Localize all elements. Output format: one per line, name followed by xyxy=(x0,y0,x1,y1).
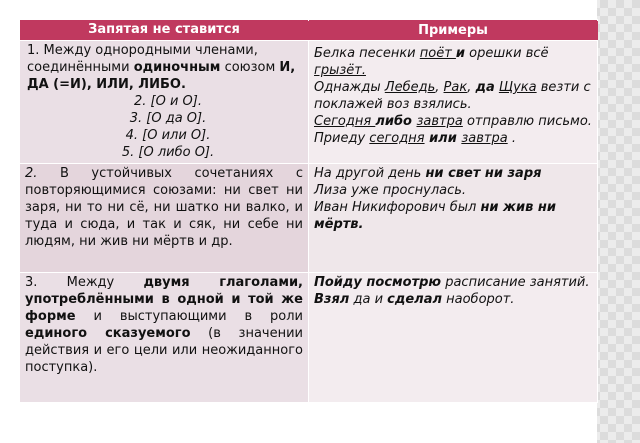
rule-1-subitem: 4. [О или О]. xyxy=(125,128,211,143)
rule-2-cell xyxy=(20,164,309,273)
rule-3-number: 3. xyxy=(25,275,38,290)
table-row xyxy=(20,41,598,164)
example-3-text: Пойду посмотрю расписание занятий. Взял да и сделал наоборот. xyxy=(314,275,590,307)
rule-1-text-b: союзом xyxy=(220,60,280,75)
rule-1-number: 1. xyxy=(27,43,40,58)
rule-1-bold-b: И, ДА (=И), ИЛИ, ЛИБО. xyxy=(27,60,296,92)
rule-1-subitem: 5. [О либо О]. xyxy=(121,145,215,160)
rule-1-bold-a: одиночным xyxy=(133,60,221,75)
table-row xyxy=(20,164,598,273)
example-2-text: На другой день ни свет ни заря Лиза уже проснулась. Иван Никифорович был ни жив ни мёртв. xyxy=(314,166,556,232)
header-examples: Примеры xyxy=(308,21,598,40)
examples-1-cell xyxy=(309,23,598,164)
examples-3-cell xyxy=(309,273,598,403)
rule-2-number: 2. xyxy=(25,166,38,181)
examples-2-cell xyxy=(309,164,598,273)
rule-1-subitem: 3. [О да О]. xyxy=(129,111,207,126)
rule-1-cell xyxy=(20,41,309,164)
rule-3-cell: 3. Между двумя глаголами, употреблёнными в одной и той же форме и выступающими в роли единого сказуемого (в значении действия и его цели или неожиданного поступка). xyxy=(20,273,309,403)
rule-2-text: В устойчивых сочетаниях с повторяющимися союзами: ни свет ни заря, ни то ни сё, ни шатко ни валко, и туда и сюда, и так и сяк, ни себе ни людям, ни жив ни мёртв и др. xyxy=(25,166,303,249)
header-no-comma: Запятая не ставится xyxy=(20,20,309,41)
rule-1-subitem: 2. [О и О]. xyxy=(134,94,202,109)
table-row xyxy=(20,273,598,403)
rule-1-text xyxy=(25,42,303,93)
example-1-text: Белка песенки поёт и орешки всё грызёт. Однажды Лебедь, Рак, да Щука везти с поклажей воз взялись. Сегодня либо завтра отправлю письмо. Приеду сегодня или завтра . xyxy=(314,46,592,146)
rule-1-text-a: Между однородными членами, соединёнными xyxy=(27,43,258,75)
punctuation-rules-table xyxy=(19,19,598,403)
